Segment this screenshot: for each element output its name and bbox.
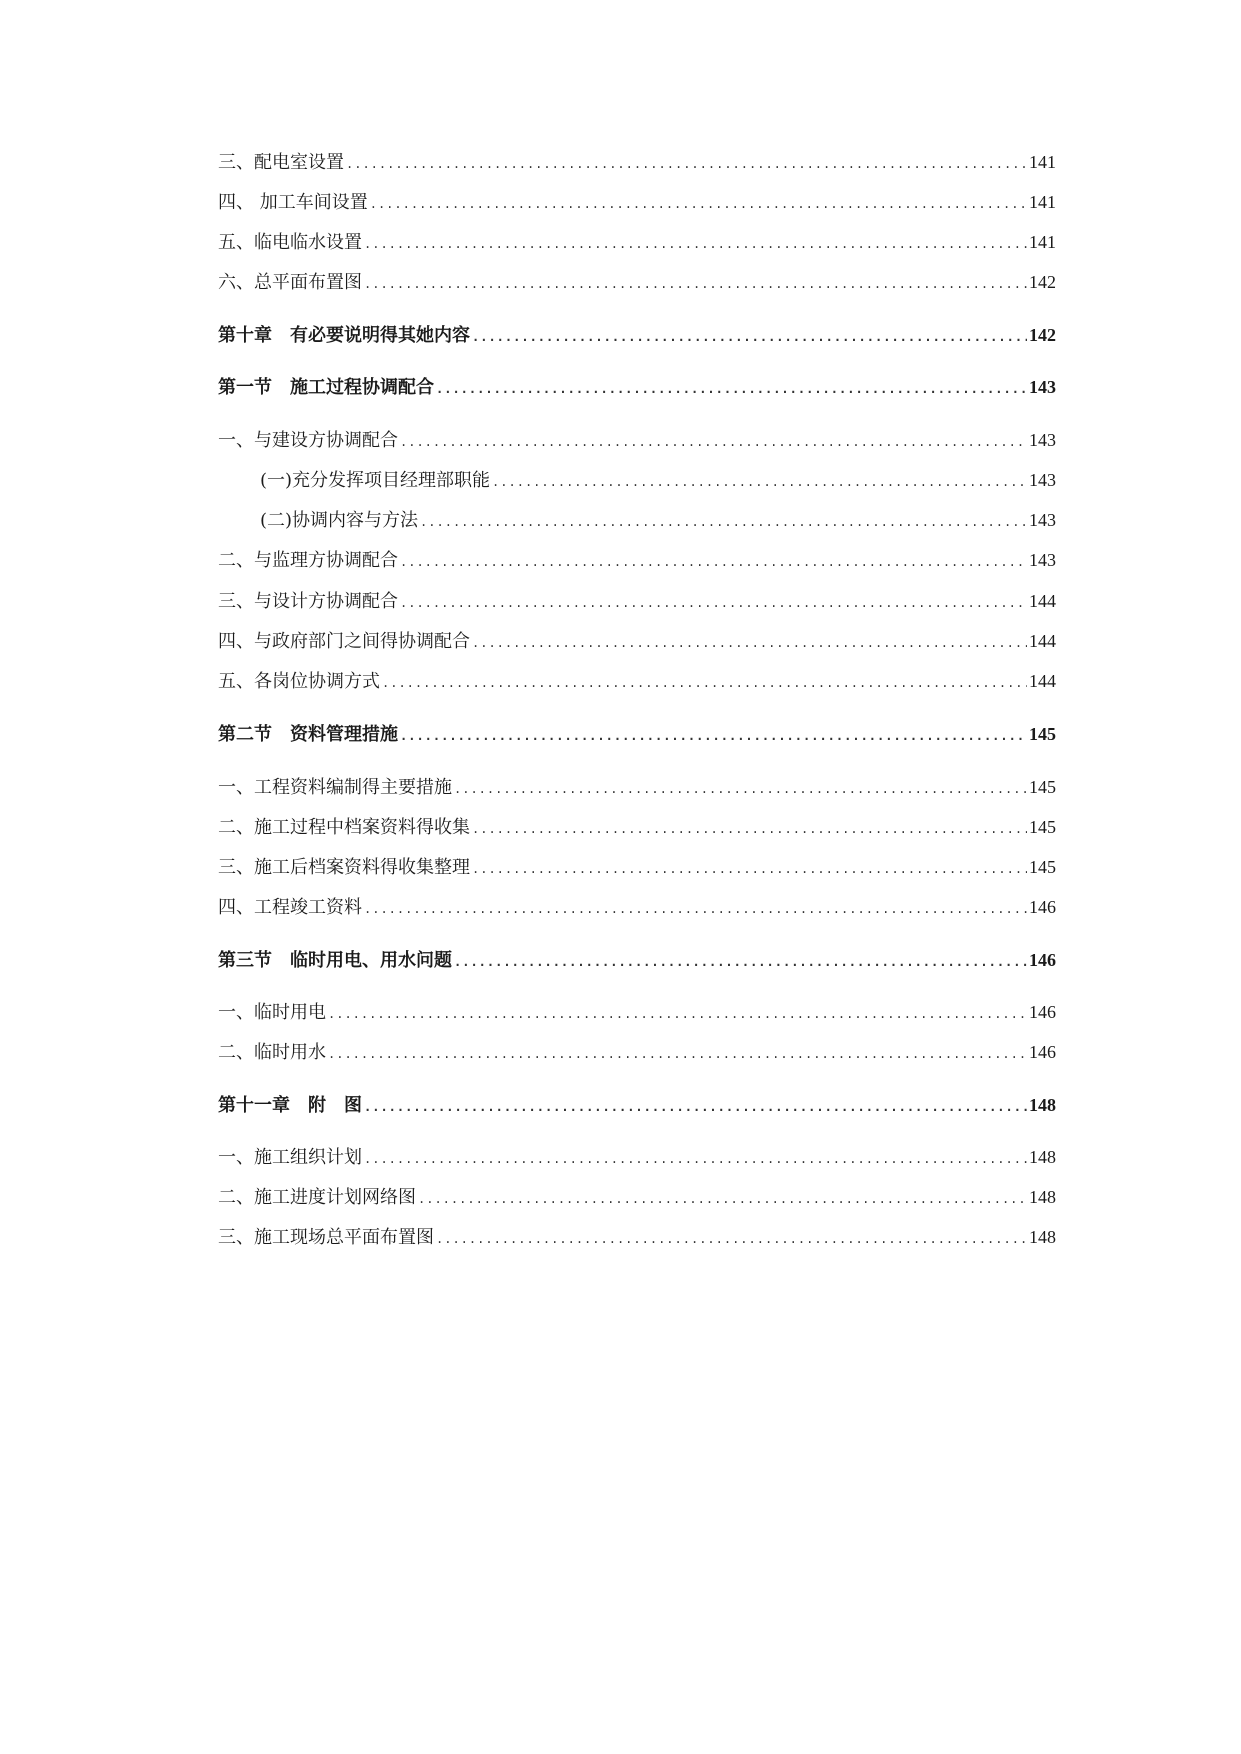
toc-entry[interactable]: [218, 775, 1056, 801]
toc-leader-dots: [454, 777, 1027, 801]
toc-entry-label: 六、总平面布置图: [218, 272, 362, 293]
toc-leader-dots: [382, 671, 1027, 695]
toc-page-number: 148: [1029, 1095, 1056, 1115]
toc-leader-dots: [364, 1095, 1027, 1119]
toc-page-number: 143: [1029, 550, 1056, 570]
toc-entry-label: 五、各岗位协调方式: [218, 671, 380, 692]
toc-entry-label: 一、施工组织计划: [218, 1147, 362, 1168]
toc-page-number: 148: [1029, 1187, 1056, 1207]
toc-entry[interactable]: [218, 150, 1056, 176]
toc-entry[interactable]: [218, 548, 1056, 574]
toc-entry-label: 二、施工进度计划网络图: [218, 1187, 416, 1208]
toc-entry-label: 第十一章 附 图: [218, 1095, 362, 1116]
toc-leader-dots: [472, 857, 1027, 881]
toc-page-number: 144: [1029, 631, 1056, 651]
toc-leader-dots: [454, 950, 1027, 974]
toc-page-number: 144: [1029, 671, 1056, 691]
toc-entry[interactable]: [218, 1040, 1056, 1066]
toc-entry[interactable]: [218, 1225, 1056, 1251]
toc-entry[interactable]: [218, 815, 1056, 841]
toc-leader-dots: [472, 325, 1027, 349]
toc-page-number: 143: [1029, 377, 1056, 397]
toc-entry[interactable]: [218, 270, 1056, 296]
toc-chapter-entry[interactable]: [218, 323, 1056, 349]
toc-chapter-entry[interactable]: [218, 1093, 1056, 1119]
toc-leader-dots: [400, 724, 1027, 748]
toc-page-number: 145: [1029, 857, 1056, 877]
toc-chapter-entry[interactable]: [218, 722, 1056, 748]
toc-leader-dots: [492, 470, 1027, 494]
toc-leader-dots: [364, 1147, 1027, 1171]
toc-page-number: 143: [1029, 470, 1056, 490]
toc-chapter-entry[interactable]: [218, 375, 1056, 401]
toc-chapter-entry[interactable]: [218, 948, 1056, 974]
toc-entry[interactable]: [218, 190, 1056, 216]
toc-entry[interactable]: [218, 855, 1056, 881]
toc-entry[interactable]: [218, 629, 1056, 655]
toc-entry-label: 三、配电室设置: [218, 152, 344, 173]
toc-page-number: 148: [1029, 1147, 1056, 1167]
toc-entry[interactable]: [218, 669, 1056, 695]
toc-subentry[interactable]: [260, 508, 1056, 534]
toc-entry-label: 二、施工过程中档案资料得收集: [218, 817, 470, 838]
toc-subentry[interactable]: [260, 468, 1056, 494]
toc-leader-dots: [328, 1042, 1027, 1066]
toc-entry-label: 三、施工现场总平面布置图: [218, 1227, 434, 1248]
toc-page-number: 146: [1029, 950, 1056, 970]
toc-entry-label: 四、 加工车间设置: [218, 192, 368, 213]
toc-leader-dots: [472, 631, 1027, 655]
toc-page-number: 146: [1029, 1002, 1056, 1022]
toc-entry-label: 第二节 资料管理措施: [218, 724, 398, 745]
toc-page-number: 146: [1029, 1042, 1056, 1062]
toc-entry[interactable]: [218, 1145, 1056, 1171]
toc-entry-label: 一、与建设方协调配合: [218, 430, 398, 451]
toc-leader-dots: [346, 152, 1027, 176]
toc-entry-label: 一、工程资料编制得主要措施: [218, 777, 452, 798]
toc-entry[interactable]: [218, 230, 1056, 256]
toc-leader-dots: [364, 232, 1027, 256]
toc-page-number: 146: [1029, 897, 1056, 917]
toc-leader-dots: [400, 430, 1027, 454]
toc-leader-dots: [420, 510, 1027, 534]
toc-page-number: 148: [1029, 1227, 1056, 1247]
toc-page-number: 145: [1029, 817, 1056, 837]
toc-entry[interactable]: [218, 1185, 1056, 1211]
toc-entry-label: (二)协调内容与方法: [260, 510, 419, 531]
toc-page-number: 144: [1029, 591, 1056, 611]
toc-entry-label: 五、临电临水设置: [218, 232, 362, 253]
toc-page-number: 143: [1029, 430, 1056, 450]
toc-entry[interactable]: [218, 589, 1056, 615]
toc-entry-label: 一、临时用电: [218, 1002, 326, 1023]
toc-page-number: 145: [1029, 777, 1056, 797]
toc-leader-dots: [400, 550, 1027, 574]
toc-entry-label: 三、与设计方协调配合: [218, 591, 398, 612]
toc-page-number: 142: [1029, 325, 1056, 345]
toc-leader-dots: [436, 377, 1027, 401]
toc-leader-dots: [328, 1002, 1027, 1026]
toc-entry-label: 第三节 临时用电、用水问题: [218, 950, 452, 971]
toc-leader-dots: [364, 272, 1027, 296]
toc-page-number: 145: [1029, 724, 1056, 744]
toc-leader-dots: [436, 1227, 1027, 1251]
toc-leader-dots: [364, 897, 1027, 921]
toc-entry-label: 二、临时用水: [218, 1042, 326, 1063]
toc-entry-label: 三、施工后档案资料得收集整理: [218, 857, 470, 878]
toc-page-number: 143: [1029, 510, 1056, 530]
toc-page-number: 142: [1029, 272, 1056, 292]
toc-leader-dots: [370, 192, 1027, 216]
toc-entry[interactable]: [218, 428, 1056, 454]
toc-page-number: 141: [1029, 152, 1056, 172]
toc-entry-label: (一)充分发挥项目经理部职能: [260, 470, 491, 491]
toc-page-number: 141: [1029, 232, 1056, 252]
toc-entry-label: 第十章 有必要说明得其她内容: [218, 325, 470, 346]
toc-entry-label: 四、与政府部门之间得协调配合: [218, 631, 470, 652]
toc-entry-label: 四、工程竣工资料: [218, 897, 362, 918]
toc-entry-label: 二、与监理方协调配合: [218, 550, 398, 571]
toc-entry-label: 第一节 施工过程协调配合: [218, 377, 434, 398]
toc-page-number: 141: [1029, 192, 1056, 212]
toc-entry[interactable]: [218, 895, 1056, 921]
toc-entry[interactable]: [218, 1000, 1056, 1026]
toc-leader-dots: [472, 817, 1027, 841]
toc-leader-dots: [418, 1187, 1027, 1211]
toc-leader-dots: [400, 591, 1027, 615]
